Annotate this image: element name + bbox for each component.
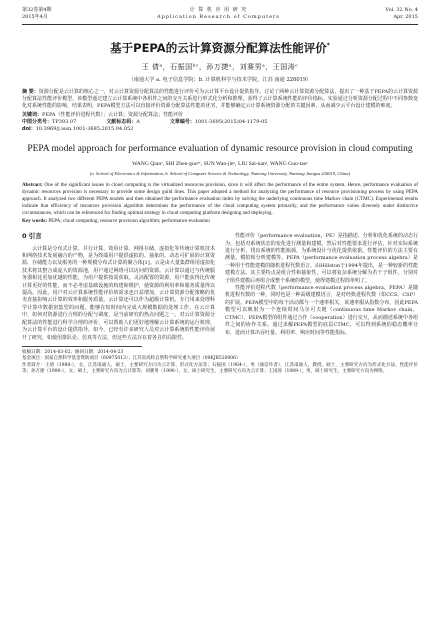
article-value: 1001-3695(2015)04-1179-05 [194,118,268,125]
keywords-en [22,218,418,225]
authors-en: WANG Qianᵃ, SHI Zhen-guoᵇᶜ, SUN Wan-jieᵃ, LIU Sai-nanᵃ, WANG Guo-taoᶜ [132,161,308,168]
clc-number [22,119,76,126]
keywords-cn-text: PEPA（性能评价进程代数）；云计算；资源分配算法；性能评价 [42,111,184,118]
date-cn: 2015年4月 [22,14,48,20]
footnote-rule [22,346,142,347]
article-label: 文章编号： [169,118,195,125]
clc-label: 中图分类号： [22,118,53,125]
footnote [22,350,418,376]
doc-label: 文献标志码： [106,118,137,125]
title-mark: * [326,42,330,50]
keywords-en-label: Key words: [22,218,48,225]
body-columns [22,233,418,342]
doi-label: doi： [22,126,36,133]
body-paragraph: 性能评价（performance evaluation，PE）是指描述、分析和优化系统的动态行为，包括对系统状态的变化进行测量和建模，然后对性能要求进行评估，针对实际系统进行分析，找出系统的性能瓶颈，为系统设计与优化提供依据。性能评价的方法主要有测量、模拟和分析建模等。PEPA（performance evaluation process algebra）是一种用于性能建模的随机进程代数语言，由Hillston于1994年提出，是一种较新的性能建模方法。其主要特点是组合性和抽象性，可以将复杂系统分解为若干子组件，分别对子组件建模后再组合成整个系统的模型，使得建模过程简单明了。 [225,233,418,284]
doi [22,126,133,133]
doi-value: 10.3969/j.issn.1001-3695.2015.04.052 [35,126,134,133]
classification-row [22,119,418,126]
journal-name-en: Application Research of Computers [156,14,280,20]
abstract-en-text: One of the significant issues in cloud computing is the virtualized resources provision, since it will affect the performance of the entire system. Hence, performance evaluation of dynamic resources provision is necessary to provide some design guild lines. This paper adopted a method for analyzing the performance of resource provisioning process by using PEPA approach. It analyzed two different PEPA models and then obtained the performance evaluation index by solving the underlying continuous time Markov chain (CTMC). Experimental results indicate that efficiency of resources provision algorithm determines the performance of the cloud computing system primarily, and the performance varies diversely under distinctive circumstances, which can be referenced for finding optimal strategy in cloud computing platform designing and deploying. [22,182,418,217]
body-paragraph: 云计算是分布式计算、并行计算、效用计算、网络存储、虚拟化等传统计算机技术和网络技术发展融合的产物，是为终端用户提供虚拟的、抽象的、动态可扩展的计算资源、存储能力以及服务的一种规模分布式计算的聚合体[1]。云是由大量集群组用虚拟化技术将其整合成庞大的资源池，用户通过网络可以访问的资源。云计算以通过与传统服务器相比更加优越的性能，为用户提供按需获取、灵活配置的资源，用户能获得比传统计算更好的性能，而不必考虑基础设施的构建和维护，使资源的利用率和服务质量得以提高。因此，用户对云计算系统性能评价的需求也日益增加，云计算资源分配策略的优劣直接影响云计算的效率和服务质量。云计算还可以作为超级计算机，专门用来处理科学计算中数据密集型的问题，能够在短时间内完成大规模数据的处理工作。在云计算中，如何对资源进行合理的分配与调度，是当前研究的热点问题之一。对云计算资源分配算法的性能进行科学合理的评价，可以帮助人们更好地理解云计算系统的运行机理，为云计算平台的设计提供指导。如今，已经有许多研究人员对云计算系统的性能评价展开了研究，如使用排队论、仿真等方法，但这些方法存在着各自的局限性。 [22,245,215,341]
section-heading-intro: 0 引言 [22,232,42,241]
journal-name-cn: 计 算 机 应 用 研 究 [189,7,248,13]
keywords-cn-label: 关键词： [22,111,43,118]
title-en: PEPA model approach for performance evaluation of dynamic resource provision in cloud computing [27,144,413,155]
header-center [157,7,280,21]
title-cn-text: 基于PEPA的云计算资源分配算法性能评价 [110,41,327,55]
header-right [385,7,418,21]
volume-en: Vol. 32 No. 4 [385,7,418,13]
doc-value: A [136,118,140,125]
abstract-cn-label: 摘 要： [22,89,39,95]
doi-row [22,126,418,133]
footnote-received: 收稿日期：2014-03-02；修回日期：2014-04-23 [22,349,124,355]
keywords-cn [22,112,418,119]
date-en: Apr. 2015 [393,14,418,20]
affiliation-cn: （南通大学 a. 电子信息学院；b. 计算机科学与技术学院，江苏 南通 226019） [128,77,312,83]
abstract-en-label: Abstract: [22,182,43,189]
footnote-fund: 基金项目：国家自然科学基金资助项目（60975013）；江苏省高校自然科学研究重大项目（09KJB520006） [22,356,241,362]
volume-cn: 第32卷第4期 [22,7,52,13]
title-cn [22,40,418,56]
article-number [170,119,268,126]
clc-value: TP393.07 [52,118,77,125]
running-header [22,0,418,21]
body-column-right [225,233,418,342]
authors-cn: 王 倩ᵃ，石振国ᵇᶜ，孙万捷ᵃ，刘赛男ᵃ，王国涛ᶜ [141,63,299,71]
body-column-left [22,233,215,342]
keywords-en-text: PEPA; cloud computing; resource provision algorithm; performance evaluation [48,218,210,225]
affiliation-en: (a. School of Electronics & Information, b. School of Computer Science & Technology, Nantong University, Nantong Jiangsu 226019, China) [89,171,351,177]
body-paragraph: 性能评价进程代数（performance evaluation process algebra，PEPA）是随机进程代数的一种，同时也是一种高级建模语言，是对经典进程代数（如CCS、CSP）的扩展。PEPA模型中的每个活动都与一个速率相关，该速率服从指数分布，因此PEPA模型可以映射为一个连续时间马尔可夫链（continuous time Markov chain，CTMC）。PEPA模型的组件通过合作（cooperation）进行交互，从而描述系统中各组件之间的协作关系。通过求解PEPA模型的底层CTMC，可以得到系统的稳态概率分布，进而计算出吞吐量、利用率、响应时间等性能指标。 [225,285,418,336]
header-rule [22,24,418,25]
doc-code [106,119,140,126]
abstract-cn [22,89,418,111]
footnote-bio: 作者简介：王倩（1988-），女，江苏南通人，硕士，主要研究方向为云计算、形式化方法等；石振国（1964-），男（通信作者），江苏南通人，教授，硕士，主要研究方向为形式化方法、性能评价等；孙万捷（1990-），女，硕士，主要研究方向为云计算等；刘赛男（1990-），女，硕士研究生，主要研究方向为云计算；王国涛（1989-），男，硕士研究生，主要研究方向为网络。 [22,362,418,375]
header-left [22,7,52,21]
abstract-en [22,182,418,217]
abstract-cn-text: 资源分配是云计算的核心之一，对云计算资源分配算法的性能进行评价可为云计算平台设计提供指导。讨论了两种云计算资源分配算法，提出了一种基于PEPA的云计算资源分配算法性能评价模型，该模型通过建立云计算系统中各组件之间的交互关系进行形式化分析和推理，获得了云计算系统性能的评价指标。实验通过分析资源分配过程中不同参数变化对系统性能的影响，结果表明，PEPA模型方法可以直接评价资源分配算法性能的优劣，并能够确定云计算系统资源分配的关键因素，从而减少云平台设计建模的难度。 [22,89,418,110]
